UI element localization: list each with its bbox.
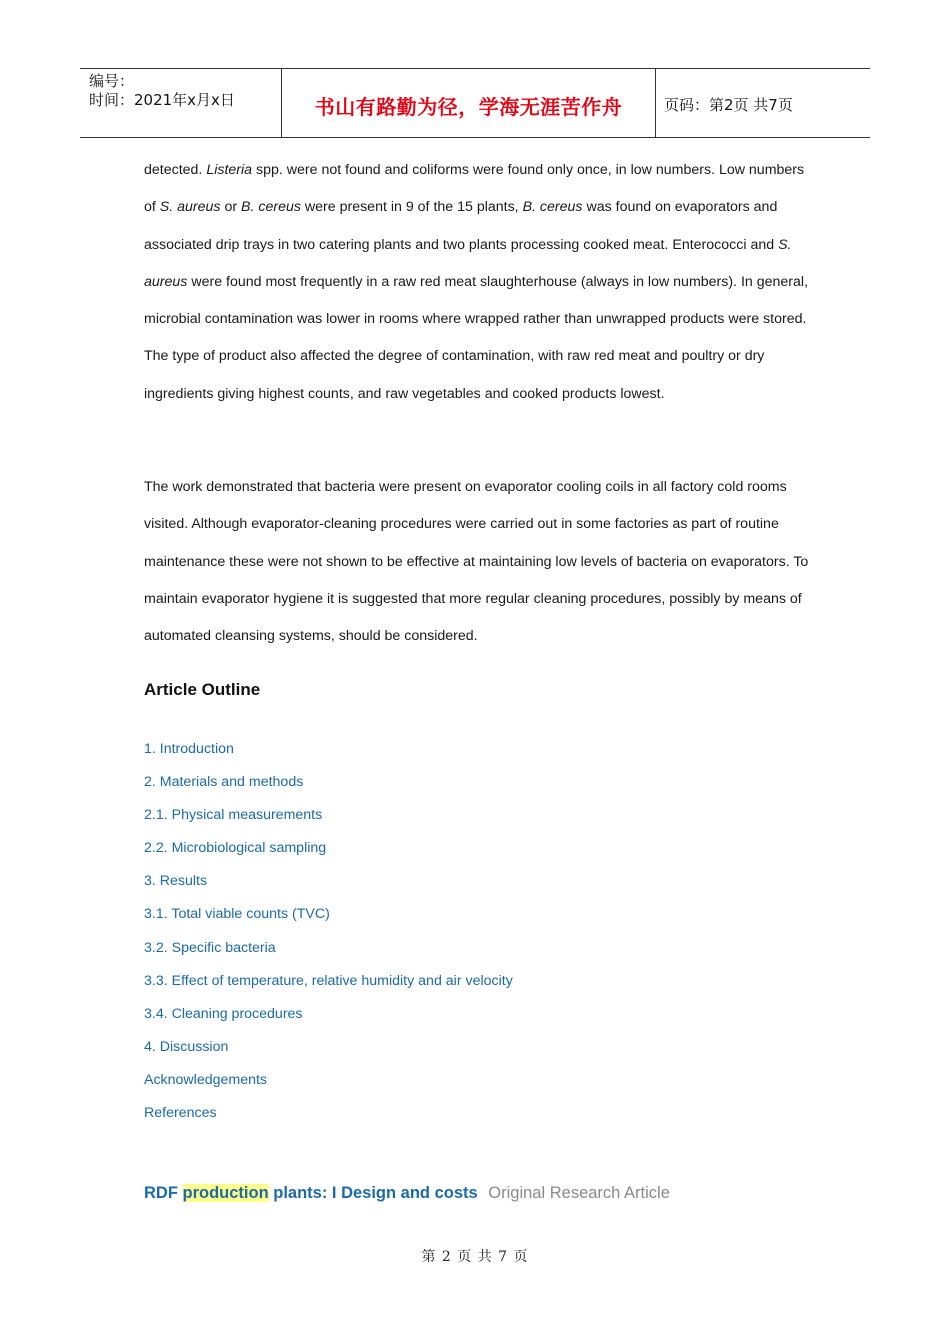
outline-link[interactable]: 2.1. Physical measurements	[144, 807, 323, 824]
outline-link[interactable]: Acknowledgements	[144, 1071, 268, 1088]
outline-link[interactable]: 1. Introduction	[144, 741, 234, 757]
related-article-title-highlight: production	[182, 1184, 269, 1202]
page-header	[80, 68, 870, 138]
related-article-link[interactable]	[144, 1184, 478, 1202]
text-run: were present in 9 of the 15 plants,	[300, 199, 523, 216]
header-motto: 书山有路勤为径，学海无涯苦作舟	[314, 95, 623, 119]
text-run: was found on evaporators and associated drip trays in two catering plants and two plants processing cooked meat. Enterococci and	[144, 199, 779, 253]
species-name: S. aureus	[144, 236, 792, 290]
text-run: spp. were not found and coliforms were found only once, in low numbers. Low numbers of	[144, 162, 805, 216]
text-run: were found most frequently in a raw red meat slaughterhouse (always in low numbers). In general, microbial contamination was lower in rooms where wrapped rather than unwrapped products were stored. The type of product also affected the degree of contamination, with raw red meat and poultry or dry ingredients giving highest counts, and raw vegetables and cooked products lowest.	[144, 273, 809, 402]
species-name: B. cereus	[522, 199, 583, 216]
text-run: or	[220, 199, 242, 216]
related-article	[144, 1184, 670, 1203]
article-outline-title: Article Outline	[144, 680, 261, 699]
document-number-label: 编号：	[89, 72, 135, 90]
outline-link[interactable]: 3.1. Total viable counts (TVC)	[144, 906, 330, 923]
species-name: S. aureus	[159, 199, 221, 216]
header-page-info: 页码：第2页 共7页	[664, 96, 793, 114]
species-name: B. cereus	[241, 199, 301, 216]
header-motto-cell	[281, 69, 656, 137]
outline-link[interactable]: 3.2. Specific bacteria	[144, 939, 276, 956]
page-footer: 第 2 页 共 7 页	[421, 1249, 529, 1265]
related-article-title-prefix: RDF	[144, 1184, 183, 1202]
outline-link[interactable]: 2. Materials and methods	[144, 774, 304, 791]
body-paragraph-1	[144, 152, 809, 413]
species-name: Listeria	[206, 162, 253, 178]
outline-link[interactable]: 2.2. Microbiological sampling	[144, 840, 327, 857]
outline-link[interactable]: 3.3. Effect of temperature, relative humidity and air velocity	[144, 972, 513, 989]
text-run: detected.	[144, 162, 207, 178]
outline-link[interactable]: 3. Results	[144, 873, 208, 890]
outline-link[interactable]: 4. Discussion	[144, 1038, 229, 1055]
header-page-cell	[655, 69, 870, 137]
related-article-type: Original Research Article	[488, 1184, 670, 1202]
outline-link[interactable]: References	[144, 1105, 217, 1122]
body-paragraph-2: The work demonstrated that bacteria were present on evaporator cooling coils in all factory cold rooms visited. Although evaporator-cleaning procedures were carried out in some factories as part of routine maintenance these were not shown to be effective at maintaining low levels of bacteria on evaporators. To maintain evaporator hygiene it is suggested that more regular cleaning procedures, possibly by means of automated cleansing systems, should be considered.	[144, 479, 809, 645]
outline-link[interactable]: 3.4. Cleaning procedures	[144, 1005, 303, 1022]
article-outline-list	[144, 733, 513, 1130]
document-date-label: 时间：2021年x月x日	[89, 91, 235, 109]
related-article-title-suffix: plants: I Design and costs	[268, 1184, 478, 1202]
header-meta-cell	[80, 69, 281, 137]
